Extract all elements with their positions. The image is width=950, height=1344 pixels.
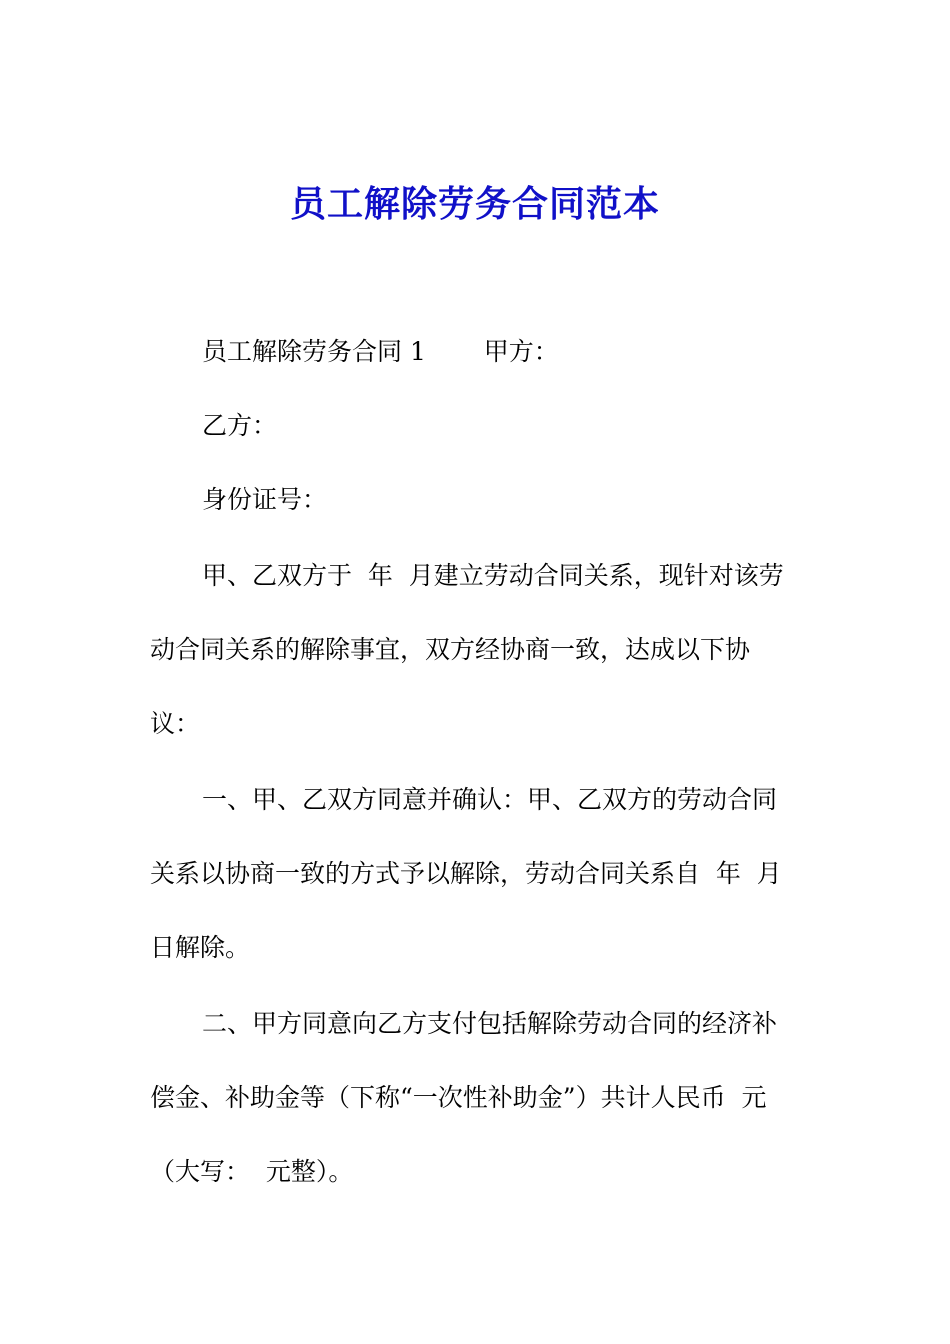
clause-2-line-3: （大写： 元整）。 — [150, 1157, 354, 1186]
clause-2-line-1: 二、甲方同意向乙方支付包括解除劳动合同的经济补 — [202, 1009, 778, 1038]
paragraph-id-number: 身份证号： — [202, 485, 328, 514]
clause-2-line-2: 偿金、补助金等（下称“一次性补助金”）共计人民币 元 — [150, 1083, 767, 1112]
clause-1-line-2: 关系以协商一致的方式予以解除，劳动合同关系自 年 月 — [150, 859, 782, 888]
paragraph-intro-line-2: 动合同关系的解除事宜，双方经协商一致，达成以下协 — [150, 635, 751, 664]
paragraph-contract-heading: 员工解除劳务合同 1 甲方： — [202, 337, 559, 366]
clause-1-line-1: 一、甲、乙双方同意并确认：甲、乙双方的劳动合同 — [202, 785, 778, 814]
paragraph-intro-line-1: 甲、乙双方于 年 月建立劳动合同关系，现针对该劳 — [202, 561, 784, 590]
document-title: 员工解除劳务合同范本 — [289, 183, 660, 225]
clause-1-line-3: 日解除。 — [150, 933, 251, 962]
paragraph-intro-line-3: 议： — [150, 709, 201, 738]
paragraph-party-b: 乙方： — [202, 411, 278, 440]
